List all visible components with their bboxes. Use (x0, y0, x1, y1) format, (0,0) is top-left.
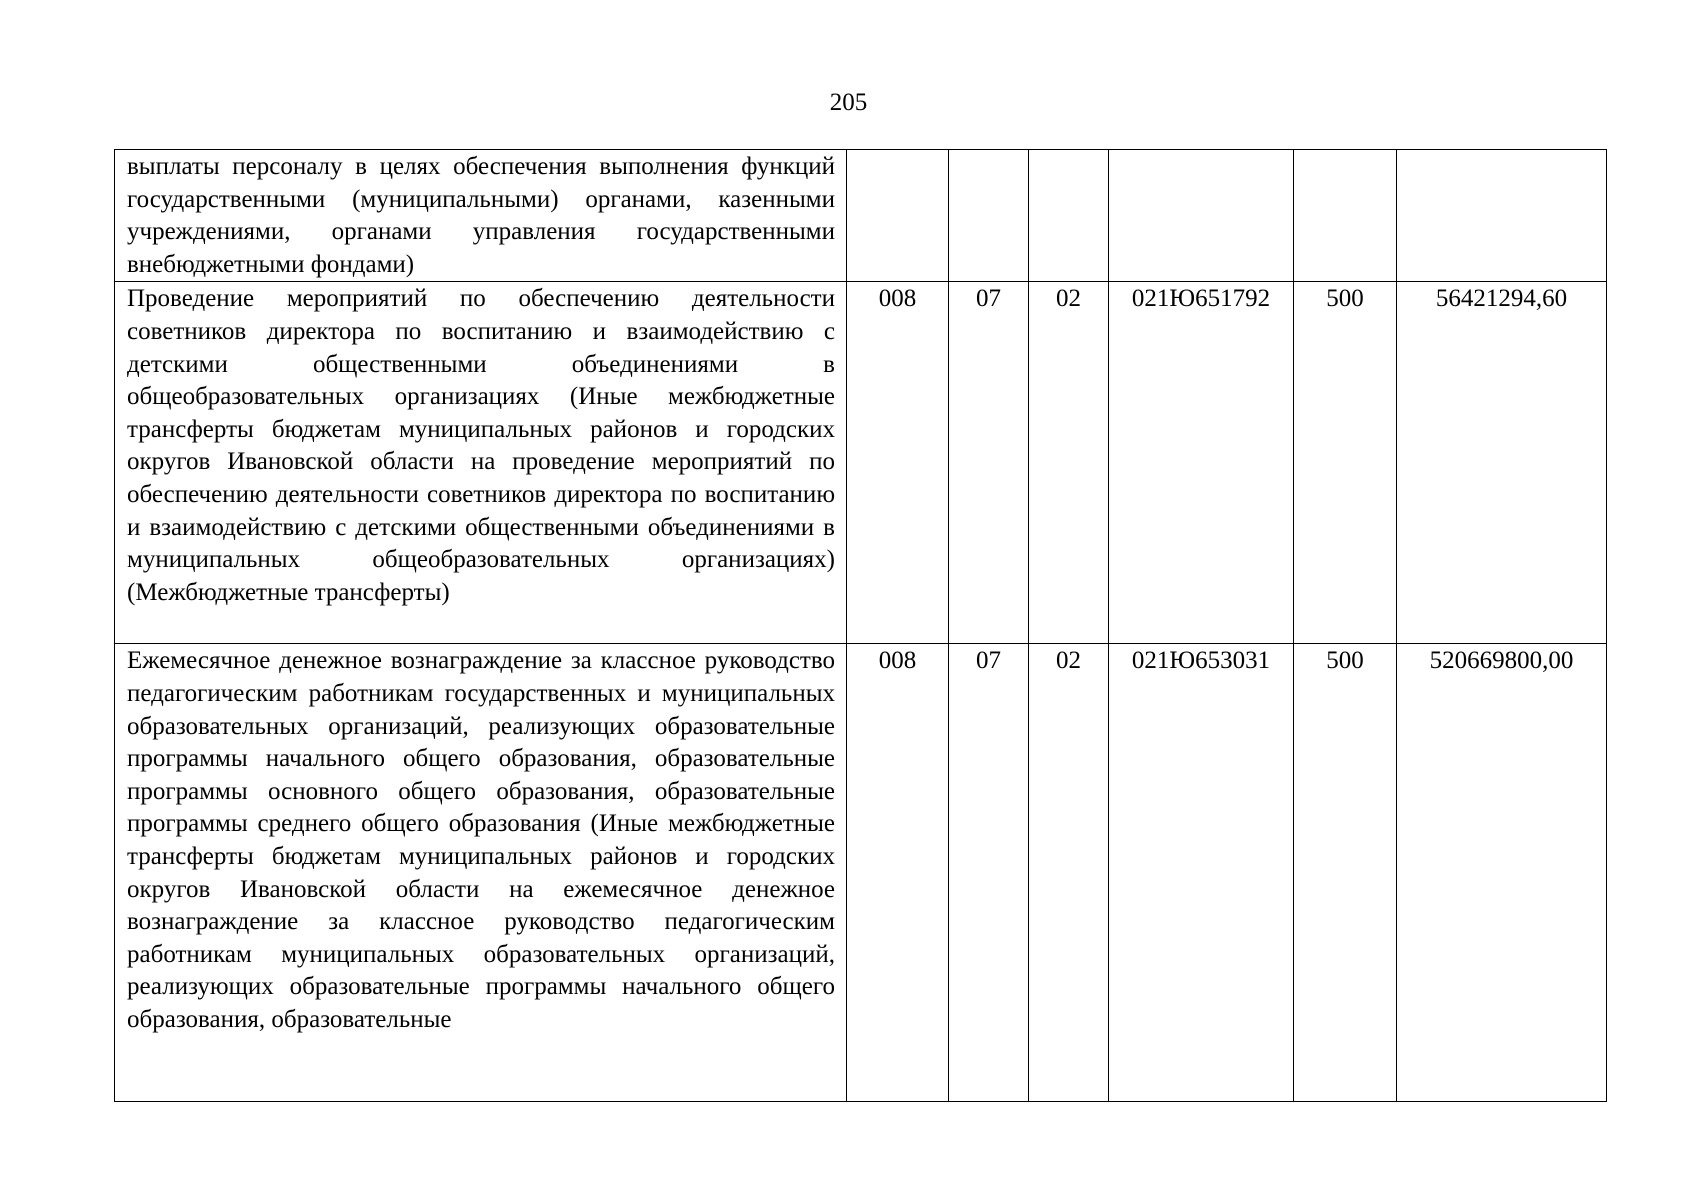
target-article-cell (1109, 150, 1294, 282)
row-description: Ежемесячное денежное вознаграждение за классное руководство педагогическим работникам государственных и муниципальных образовательных организаций, реализующих образовательные программы начального общего образования, образовательные программы основного общего образования, образовательные программы среднего общего образования (Иные межбюджетные трансферты бюджетам муниципальных районов и городских округов Ивановской области на ежемесячное денежное вознаграждение за классное руководство педагогическим работникам муниципальных образовательных организаций, реализующих образовательные программы начального общего образования, образовательные (127, 647, 835, 1033)
section-code-cell: 07 (949, 282, 1029, 644)
target-article-cell: 021Ю653031 (1109, 644, 1294, 1102)
page-number: 205 (829, 89, 868, 116)
amount-cell (1397, 150, 1607, 282)
table-row (115, 282, 1607, 644)
budget-table (114, 149, 1607, 1102)
row-description: выплаты персоналу в целях обеспечения выполнения функций государственными (муниципальными) органами, казенными учреждениями, органами управления государственными внебюджетными фондами) (115, 150, 847, 282)
expense-type-cell (1294, 150, 1397, 282)
row-description-cell (115, 644, 847, 1102)
row-description: Проведение мероприятий по обеспечению деятельности советников директора по воспитанию и взаимодействию с детскими общественными объединениями в общеобразовательных организациях (Иные межбюджетные трансферты бюджетам муниципальных районов и городских округов Ивановской области на проведение мероприятий по обеспечению деятельности советников директора по воспитанию и взаимодействию с детскими общественными объединениями в муниципальных общеобразовательных организациях) (Межбюджетные трансферты) (115, 282, 847, 644)
subsection-code-cell (1029, 150, 1109, 282)
ministry-code-cell: 008 (847, 282, 949, 644)
target-article-cell: 021Ю651792 (1109, 282, 1294, 644)
amount-cell: 56421294,60 (1397, 282, 1607, 644)
section-code-cell (949, 150, 1029, 282)
subsection-code-cell: 02 (1029, 644, 1109, 1102)
expense-type-cell: 500 (1294, 282, 1397, 644)
section-code-cell: 07 (949, 644, 1029, 1102)
ministry-code-cell (847, 150, 949, 282)
expense-type-cell: 500 (1294, 644, 1397, 1102)
table-row (115, 644, 1607, 1102)
table-row (115, 150, 1607, 282)
ministry-code-cell: 008 (847, 644, 949, 1102)
subsection-code-cell: 02 (1029, 282, 1109, 644)
amount-cell: 520669800,00 (1397, 644, 1607, 1102)
